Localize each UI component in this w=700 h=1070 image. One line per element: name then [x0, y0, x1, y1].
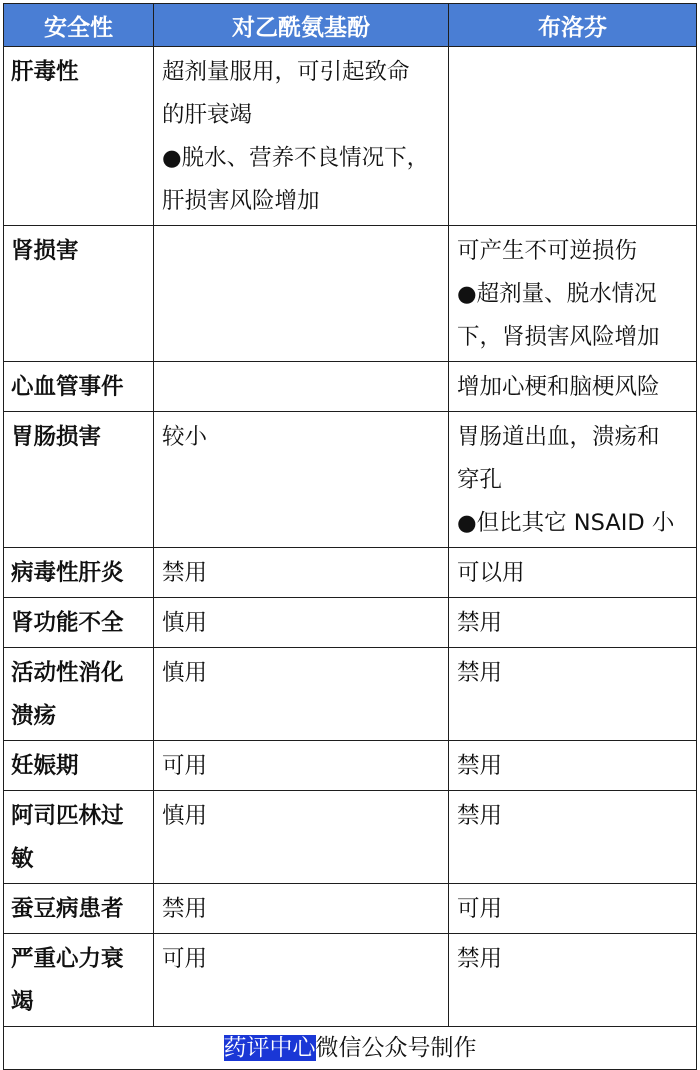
header-acetaminophen: 对乙酰氨基酚: [154, 4, 449, 47]
row-label: 蚕豆病患者: [4, 884, 154, 934]
acetaminophen-cell: 可用: [154, 934, 449, 1027]
table-row: [4, 791, 697, 884]
acetaminophen-cell: 禁用: [154, 884, 449, 934]
ibuprofen-cell: 增加心梗和脑梗风险: [449, 362, 697, 412]
table-row: [4, 412, 697, 548]
ibuprofen-cell: 禁用: [449, 934, 697, 1027]
ibuprofen-cell: 胃肠道出血，溃疡和 穿孔 ●但比其它 NSAID 小: [449, 412, 697, 548]
acetaminophen-cell: 超剂量服用，可引起致命 的肝衰竭 ●脱水、营养不良情况下， 肝损害风险增加: [154, 47, 449, 226]
ibuprofen-cell: 可以用: [449, 548, 697, 598]
table-row: [4, 598, 697, 648]
header-ibuprofen: 布洛芬: [449, 4, 697, 47]
table-row: [4, 884, 697, 934]
acetaminophen-cell: 禁用: [154, 548, 449, 598]
row-label: 肾功能不全: [4, 598, 154, 648]
acetaminophen-cell: [154, 362, 449, 412]
row-label: 心血管事件: [4, 362, 154, 412]
footer-highlight: 药评中心: [223, 1035, 316, 1061]
acetaminophen-cell: 慎用: [154, 598, 449, 648]
row-label: 病毒性肝炎: [4, 548, 154, 598]
acetaminophen-cell: 慎用: [154, 791, 449, 884]
ibuprofen-cell: 禁用: [449, 648, 697, 741]
row-label: 阿司匹林过 敏: [4, 791, 154, 884]
table-row: [4, 548, 697, 598]
acetaminophen-cell: 可用: [154, 741, 449, 791]
table-row: [4, 648, 697, 741]
row-label: 肝毒性: [4, 47, 154, 226]
row-label: 妊娠期: [4, 741, 154, 791]
table-row: [4, 741, 697, 791]
header-safety: 安全性: [4, 4, 154, 47]
ibuprofen-cell: 禁用: [449, 791, 697, 884]
row-label: 严重心力衰 竭: [4, 934, 154, 1027]
footer-credit: [4, 1027, 697, 1070]
table-header-row: [4, 4, 697, 47]
table-row: [4, 934, 697, 1027]
row-label: 肾损害: [4, 226, 154, 362]
footer-text: 微信公众号制作: [315, 1035, 477, 1061]
ibuprofen-cell: 可用: [449, 884, 697, 934]
table-row: [4, 226, 697, 362]
row-label: 胃肠损害: [4, 412, 154, 548]
ibuprofen-cell: 可产生不可逆损伤 ●超剂量、脱水情况 下，肾损害风险增加: [449, 226, 697, 362]
table-row: [4, 47, 697, 226]
safety-comparison-table: [3, 3, 697, 1070]
ibuprofen-cell: 禁用: [449, 598, 697, 648]
table-footer-row: [4, 1027, 697, 1070]
row-label: 活动性消化 溃疡: [4, 648, 154, 741]
ibuprofen-cell: 禁用: [449, 741, 697, 791]
acetaminophen-cell: [154, 226, 449, 362]
ibuprofen-cell: [449, 47, 697, 226]
table-row: [4, 362, 697, 412]
acetaminophen-cell: 慎用: [154, 648, 449, 741]
acetaminophen-cell: 较小: [154, 412, 449, 548]
